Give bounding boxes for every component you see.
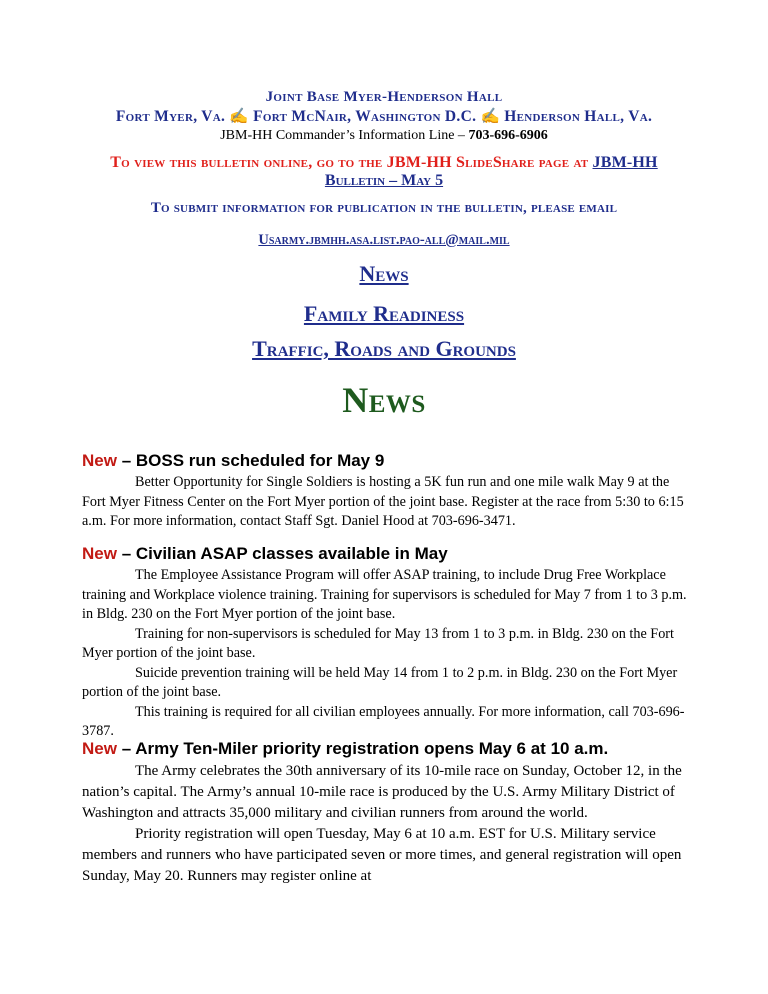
- toc-link-news[interactable]: News: [359, 261, 409, 286]
- article-civilian-asap: [82, 543, 688, 742]
- article-army-ten-miler: [82, 738, 688, 887]
- commander-info-line: [0, 128, 768, 144]
- article-paragraph: Training for non-supervisors is scheduled for May 13 from 1 to 3 p.m. in Bldg. 230 on the Fort Myer portion of the joint base.: [82, 625, 674, 661]
- submit-info-notice: To submit information for publication in the bulletin, please email: [150, 200, 618, 216]
- article-headline: – Civilian ASAP classes available in May: [116, 544, 448, 563]
- section-heading-news: News: [342, 380, 426, 420]
- slideshare-link-part2[interactable]: Bulletin – May 5: [324, 172, 444, 189]
- view-online-notice: [0, 154, 768, 172]
- article-title: [82, 450, 688, 472]
- header-locations: Fort Myer, Va. ✍ Fort McNair, Washington D.C. ✍ Henderson Hall, Va.: [115, 108, 653, 125]
- info-line-phone: 703-696-6906: [468, 128, 548, 143]
- article-title: [82, 738, 688, 760]
- toc-link-family-readiness[interactable]: Family Readiness: [303, 301, 465, 326]
- new-label: New: [82, 544, 117, 563]
- toc-link-traffic-roads-grounds[interactable]: Traffic, Roads and Grounds: [252, 336, 516, 361]
- article-headline: – BOSS run scheduled for May 9: [116, 451, 385, 470]
- email-line: [0, 232, 768, 249]
- view-online-notice-cont: [0, 172, 768, 190]
- slideshare-link-part1[interactable]: JBM-HH: [592, 154, 658, 171]
- new-label: New: [82, 739, 117, 758]
- article-paragraph: This training is required for all civilian employees annually. For more information, call 703-696-3787.: [82, 703, 685, 739]
- new-label: New: [82, 451, 117, 470]
- article-paragraph: Suicide prevention training will be held May 14 from 1 to 2 p.m. in Bldg. 230 on the Fort Myer portion of the joint base.: [82, 664, 678, 700]
- article-paragraph: Priority registration will open Tuesday, May 6 at 10 a.m. EST for U.S. Military service members and runners who have participated seven or more times, and general registration will open Sunday, May 20. Runners may register online at: [82, 826, 682, 884]
- article-paragraph: The Army celebrates the 30th anniversary of its 10-mile race on Sunday, October 12, in the nation’s capital. The Army’s annual 10-mile race is produced by the U.S. Army Military District of Washington and attracts 35,000 military and civilian runners from around the world.: [82, 763, 682, 821]
- article-headline: – Army Ten-Miler priority registration opens May 6 at 10 a.m.: [116, 739, 609, 758]
- article-paragraph: The Employee Assistance Program will offer ASAP training, to include Drug Free Workplace training and Workplace violence training. Training for supervisors is scheduled for May 7 from 1 to 3 p.m. in Bldg. 230 on the Fort Myer portion of the joint base.: [82, 567, 687, 622]
- view-online-text: To view this bulletin online, go to the JBM-HH SlideShare page at: [110, 154, 593, 171]
- pao-email-link[interactable]: Usarmy.jbmhh.asa.list.pao-all@mail.mil: [258, 232, 510, 248]
- article-title: [82, 543, 688, 565]
- article-paragraph: Better Opportunity for Single Soldiers is hosting a 5K fun run and one mile walk May 9 at the Fort Myer Fitness Center on the Fort Myer portion of the joint base. Register at the race from 5:30 to 6:15 a.m. For more information, contact Staff Sgt. Daniel Hood at 703-696-3471.: [82, 474, 684, 529]
- header-title: Joint Base Myer-Henderson Hall: [265, 89, 503, 105]
- article-boss-run: [82, 450, 688, 532]
- info-line-label: JBM-HH Commander’s Information Line –: [220, 128, 469, 143]
